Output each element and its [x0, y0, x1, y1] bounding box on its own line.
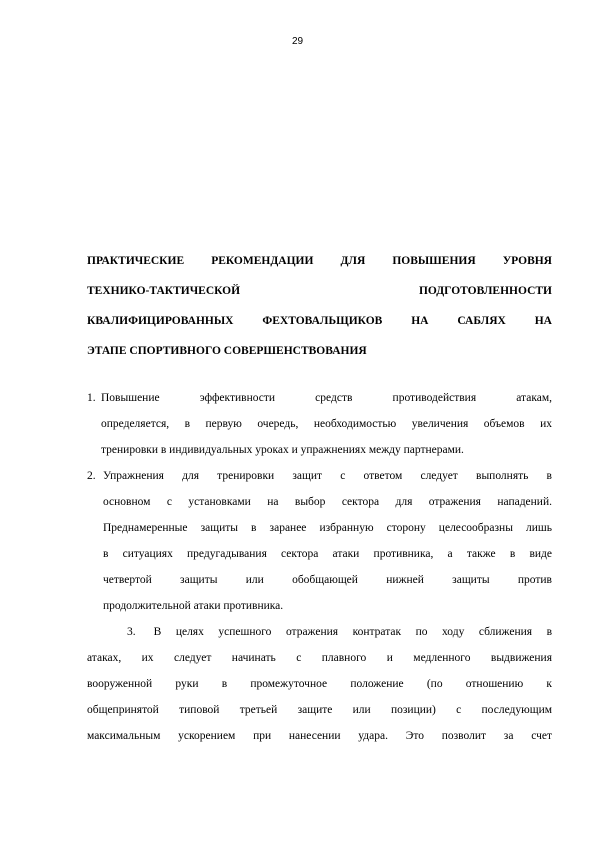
- text-line: Преднамеренные защиты в заранее избранную сторону целесообразны лишь: [103, 522, 552, 534]
- recommendations-list: [87, 385, 552, 619]
- text-line: общепринятой типовой третьей защите или позиции) с последующим: [87, 704, 552, 716]
- heading-line: ТЕХНИКО-ТАКТИЧЕСКОЙ ПОДГОТОВЛЕННОСТИ: [87, 285, 552, 297]
- heading-line: ЭТАПЕ СПОРТИВНОГО СОВЕРШЕНСТВОВАНИЯ: [87, 345, 367, 357]
- text-line: Упражнения для тренировки защит с ответом следует выполнять в: [103, 470, 552, 482]
- page-number: 29: [291, 36, 304, 47]
- text-line: в ситуациях предугадывания сектора атаки противника, а также в виде: [103, 548, 552, 560]
- list-item-number: 2.: [87, 470, 96, 482]
- text-line: Повышение эффективности средств противодействия атакам,: [101, 392, 552, 404]
- heading-line: ПРАКТИЧЕСКИЕ РЕКОМЕНДАЦИИ ДЛЯ ПОВЫШЕНИЯ УРОВНЯ: [87, 255, 552, 267]
- text-line: определяется, в первую очередь, необходимостью увеличения объемов их: [101, 418, 552, 430]
- text-line: вооруженной руки в промежуточное положение (по отношению к: [87, 678, 552, 690]
- list-item: [87, 385, 552, 463]
- heading-line: КВАЛИФИЦИРОВАННЫХ ФЕХТОВАЛЬЩИКОВ НА САБЛЯХ НА: [87, 315, 552, 327]
- text-line: [87, 619, 552, 645]
- list-item-number: 1.: [87, 392, 96, 404]
- text-line: четвертой защиты или обобщающей нижней защиты против: [103, 574, 552, 586]
- list-item-number: 3.: [127, 626, 136, 638]
- list-item: [87, 463, 552, 619]
- text-line-content: В целях успешного отражения контратак по ходу сближения в: [153, 626, 552, 638]
- text-line: атаках, их следует начинать с плавного и медленного выдвижения: [87, 652, 552, 664]
- section-heading: [87, 246, 552, 366]
- text-line: продолжительной атаки противника.: [103, 600, 284, 612]
- text-line: тренировки в индивидуальных уроках и упражнениях между партнерами.: [101, 444, 464, 456]
- text-line: основном с установками на выбор сектора для отражения нападений.: [103, 496, 552, 508]
- list-item: [87, 619, 552, 749]
- text-line: максимальным ускорением при нанесении удара. Это позволит за счет: [87, 730, 552, 742]
- list-item-text: [101, 385, 552, 463]
- list-item-text: [101, 463, 552, 619]
